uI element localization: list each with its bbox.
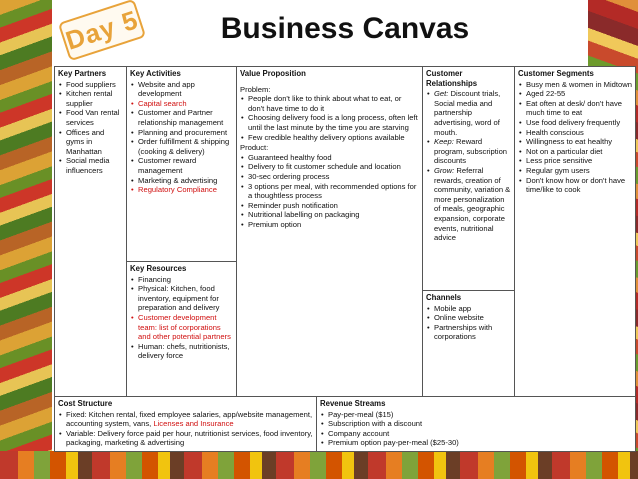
list-item: • Company account	[328, 429, 632, 439]
revenue-streams-heading: Revenue Streams	[320, 399, 386, 408]
list-item	[434, 89, 511, 137]
key-resources-heading: Key Resources	[130, 264, 187, 273]
list-item: • Aged 22-55	[526, 89, 632, 99]
list-item: • Online website	[434, 313, 511, 323]
list-item: • Use food delivery frequently	[526, 118, 632, 128]
list-item: • Food suppliers	[66, 80, 123, 90]
list-item: • Choosing delivery food is a long process, often left until the last minute by the time you are starving	[248, 113, 419, 132]
list-item: • People don't like to think about what to eat, or don't have time to do it	[248, 94, 419, 113]
customer-segments-section	[515, 67, 635, 397]
list-item: • Marketing & advertising	[138, 176, 233, 186]
list-item: • Kitchen rental supplier	[66, 89, 123, 108]
list-item: • Guaranteed healthy food	[248, 153, 419, 163]
key-activities-section	[127, 67, 237, 262]
list-item: • Reminder push notification	[248, 201, 419, 211]
key-partners-heading: Key Partners	[58, 69, 107, 78]
list-item: • Eat often at desk/ don't have much time to eat	[526, 99, 632, 118]
list-item: • Order fulfillment & shipping (cooking & delivery)	[138, 137, 233, 156]
customer-relationships-heading: Customer Relationships	[426, 69, 478, 88]
list-item: • Financing	[138, 275, 233, 285]
list-item: • Less price sensitive	[526, 156, 632, 166]
get-label: Get:	[434, 89, 449, 99]
list-item: • Health conscious	[526, 128, 632, 138]
list-item: • Premium option pay-per-meal ($25-30)	[328, 438, 632, 448]
page-title: Business Canvas	[220, 12, 470, 45]
cost-structure-heading: Cost Structure	[58, 399, 113, 408]
list-item: • 3 options per meal, with recommended options for a thoughtless process	[248, 182, 419, 201]
business-canvas	[54, 66, 636, 452]
list-item: • Capital search	[138, 99, 233, 109]
customer-relationships-section	[423, 67, 515, 291]
channels-section	[423, 291, 515, 397]
list-item: • Customer reward management	[138, 156, 233, 175]
value-proposition-heading: Value Proposition	[240, 69, 306, 78]
list-item: • Offices and gyms in Manhattan	[66, 128, 123, 157]
list-item: • Nutritional labelling on packaging	[248, 210, 419, 220]
vegetable-border-left	[0, 0, 52, 479]
list-item: • Variable: Delivery force paid per hour, nutritionist services, food inventory, packaging, marketing & advertising	[66, 429, 313, 448]
list-item: • 30-sec ordering process	[248, 172, 419, 182]
list-item	[434, 137, 511, 166]
day-label: Day 5	[58, 0, 146, 61]
key-partners-section	[55, 67, 127, 397]
list-item: • Not on a particular diet	[526, 147, 632, 157]
list-item: • Pay-per-meal ($15)	[328, 410, 632, 420]
list-item: • Website and app development	[138, 80, 233, 99]
list-item: • Customer and Partner relationship management	[138, 108, 233, 127]
list-item: • Subscription with a discount	[328, 419, 632, 429]
fixed-costs-highlight: Licenses and Insurance	[153, 419, 234, 429]
grow-label: Grow:	[434, 165, 455, 175]
value-proposition-section	[237, 67, 423, 397]
grow-text: Referral rewards, creation of community, variation & more personalization of meals, geographic expansion, corporate events, nutritional advice	[434, 165, 511, 243]
channels-heading: Channels	[426, 293, 462, 302]
key-resources-section	[127, 262, 237, 397]
list-item	[434, 166, 511, 243]
vegetable-border-bottom	[0, 451, 638, 479]
list-item: • Customer development team: list of corporations and other potential partners	[138, 313, 233, 342]
list-item: • Busy men & women in Midtown	[526, 80, 632, 90]
list-item: • Social media influencers	[66, 156, 123, 175]
list-item: • Physical: Kitchen, food inventory, equipment for preparation and delivery	[138, 284, 233, 313]
list-item: • Human: chefs, nutritionists, delivery force	[138, 342, 233, 361]
list-item: • Partnerships with corporations	[434, 323, 511, 342]
list-item: • Premium option	[248, 220, 419, 230]
cost-structure-section	[55, 397, 317, 451]
revenue-streams-section	[317, 397, 635, 451]
list-item: • Regular gym users	[526, 166, 632, 176]
customer-segments-heading: Customer Segments	[518, 69, 594, 78]
get-text: Discount trials, Social media and partnership advertising, word of mouth.	[434, 89, 501, 137]
list-item: • Regulatory Compliance	[138, 185, 233, 195]
list-item: • Food Van rental services	[66, 108, 123, 127]
keep-text: Reward program, subscription discounts	[434, 137, 508, 166]
list-item: • Willingness to eat healthy	[526, 137, 632, 147]
list-item	[66, 410, 313, 429]
problem-label: Problem:	[240, 84, 271, 94]
fixed-costs-text: Fixed: Kitchen rental, fixed employee salaries, app/website management, accounting system, vans,	[66, 409, 313, 429]
list-item: • Few credible healthy delivery options available	[248, 133, 419, 143]
list-item: • Delivery to fit customer schedule and location	[248, 162, 419, 172]
product-label: Product:	[240, 143, 269, 153]
list-item: • Planning and procurement	[138, 128, 233, 138]
keep-label: Keep:	[434, 137, 454, 147]
list-item: • Don't know how or don't have time/like to cook	[526, 176, 632, 195]
list-item: • Mobile app	[434, 304, 511, 314]
key-activities-heading: Key Activities	[130, 69, 181, 78]
